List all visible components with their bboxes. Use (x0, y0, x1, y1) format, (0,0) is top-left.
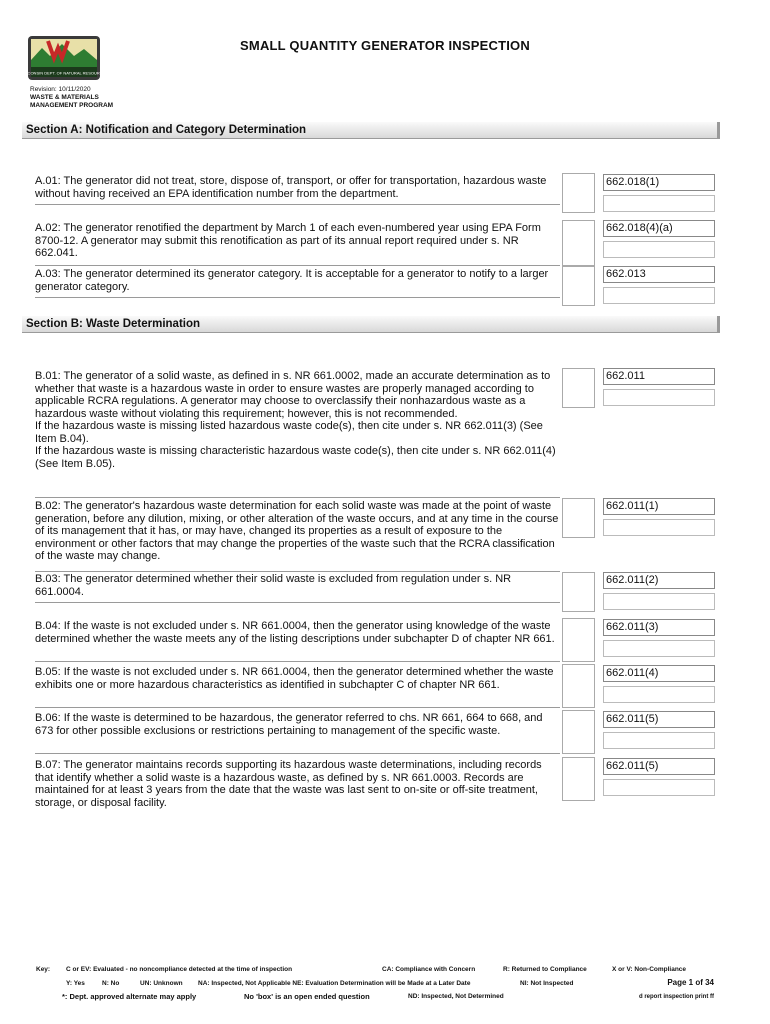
item-a01-note-field[interactable] (603, 195, 715, 212)
key-label: Key: (36, 966, 51, 973)
key-dept-alternate: *: Dept. approved alternate may apply (62, 992, 197, 1001)
program-line-2: MANAGEMENT PROGRAM (30, 102, 114, 109)
item-b06-answer-box[interactable] (562, 710, 595, 754)
item-a01-citation: 662.018(1) (603, 174, 715, 191)
item-b04-answer-box[interactable] (562, 618, 595, 662)
item-a03-text: A.03: The generator determined its generator category. It is acceptable for a generator to notify to a larger generator category. (35, 268, 560, 298)
section-a-header: Section A: Notification and Category Determination (22, 122, 720, 139)
item-b06-citation: 662.011(5) (603, 711, 715, 728)
key-y: Y: Yes (66, 980, 85, 987)
page-number: Page 1 of 34 (667, 978, 714, 987)
item-b02-note-field[interactable] (603, 519, 715, 536)
item-a03-answer-box[interactable] (562, 266, 595, 306)
item-a02-note-field[interactable] (603, 241, 715, 258)
key-ca: CA: Compliance with Concern (382, 966, 476, 973)
item-b01-note-field[interactable] (603, 389, 715, 406)
item-b01-answer-box[interactable] (562, 368, 595, 408)
item-a01-text: A.01: The generator did not treat, store, dispose of, transport, or offer for transportation, hazardous waste without having received an EPA identification number from the department. (35, 175, 560, 205)
item-b05-note-field[interactable] (603, 686, 715, 703)
item-b04-text: B.04: If the waste is not excluded under s. NR 661.0004, then the generator using knowledge of the waste determined whether the waste meets any of the listing descriptions under subchapter D of chapter NR 661. (35, 620, 560, 662)
item-b05-answer-box[interactable] (562, 664, 595, 708)
item-b07-text: B.07: The generator maintains records supporting its hazardous waste determinations, including records that identify whether a solid waste is a hazardous waste, as defined by s. NR 661.0003. Records are maintained for at least 3 years from the date that the waste was last sent to on-site or off-site treatment, storage, or disposal facility. (35, 759, 542, 809)
item-b03-citation: 662.011(2) (603, 572, 715, 589)
program-line-1: WASTE & MATERIALS (30, 94, 99, 101)
key-un: UN: Unknown (140, 980, 183, 987)
item-b03-answer-box[interactable] (562, 572, 595, 612)
item-b05-text: B.05: If the waste is not excluded under s. NR 661.0004, then the generator determined whether the waste exhibits one or more hazardous characteristics as identified in subchapter C of chapter NR 661. (35, 666, 560, 708)
key-ni: NI: Not Inspected (520, 980, 574, 987)
item-b02-text: B.02: The generator's hazardous waste determination for each solid waste was made at the point of waste generation, before any dilution, mixing, or other alteration of the waste occurs, and at any time in the course of its management that it has, or may have, changed its properties as a result of exposure to the environment or other factors that may change the properties of the waste such that the RCRA classification of the waste may change. (35, 500, 560, 572)
item-b04-note-field[interactable] (603, 640, 715, 657)
item-b07-citation: 662.011(5) (603, 758, 715, 775)
item-b06-text: B.06: If the waste is determined to be hazardous, the generator referred to chs. NR 661, 664 to 668, and 673 for other possible exclusions or restrictions pertaining to management of the specific waste. (35, 712, 560, 754)
key-c-ev: C or EV: Evaluated - no noncompliance detected at the time of inspection (66, 966, 293, 973)
item-b03-note-field[interactable] (603, 593, 715, 610)
item-a02-text: A.02: The generator renotified the department by March 1 of each even-numbered year using EPA Form 8700-12. A generator may submit this renotification as part of its annual report required under s. NR 662.041. (35, 222, 560, 266)
key-nd: ND: Inspected, Not Determined (408, 993, 504, 1000)
item-b04-citation: 662.011(3) (603, 619, 715, 636)
item-b05-citation: 662.011(4) (603, 665, 715, 682)
dnr-logo (19, 36, 109, 80)
revision-date: Revision: 10/11/2020 (30, 86, 91, 93)
item-a01-answer-box[interactable] (562, 173, 595, 213)
section-b-header: Section B: Waste Determination (22, 316, 720, 333)
page-title: SMALL QUANTITY GENERATOR INSPECTION (240, 38, 530, 53)
item-b01-text: B.01: The generator of a solid waste, as defined in s. NR 661.0002, made an accurate determination as to whether that waste is a hazardous waste in order to ensure wastes are properly managed according to applicable RCRA regulations. A generator may choose to overclassify their nonhazardous waste as a hazardous waste without violating this requirement; however, this is not recommended. If the hazardous waste is missing listed hazardous waste code(s), then cite under s. NR 662.011(3) (See Item B.04). If the hazardous waste is missing characteristic hazardous waste code(s), then cite under s. NR 662.011(4) (See Item B.05). (35, 370, 560, 498)
item-a03-citation: 662.013 (603, 266, 715, 283)
item-b02-answer-box[interactable] (562, 498, 595, 538)
item-b07-note-field[interactable] (603, 779, 715, 796)
key-n: N: No (102, 980, 120, 987)
key-no-box: No 'box' is an open ended question (244, 992, 370, 1001)
revision-block (30, 86, 113, 110)
item-b03-text: B.03: The generator determined whether their solid waste is excluded from regulation under s. NR 661.0004. (35, 573, 560, 603)
item-b02-citation: 662.011(1) (603, 498, 715, 515)
key-na-ne: NA: Inspected, Not Applicable NE: Evaluation Determination will be Made at a Later Date (198, 980, 471, 987)
item-b07-answer-box[interactable] (562, 757, 595, 801)
item-a02-citation: 662.018(4)(a) (603, 220, 715, 237)
item-b06-note-field[interactable] (603, 732, 715, 749)
key-r: R: Returned to Compliance (503, 966, 587, 973)
item-a03-note-field[interactable] (603, 287, 715, 304)
item-b01-citation: 662.011 (603, 368, 715, 385)
logo-text: WISCONSIN DEPT. OF NATURAL RESOURCES (19, 70, 109, 76)
key-x-v: X or V: Non-Compliance (612, 966, 687, 973)
item-a02-answer-box[interactable] (562, 220, 595, 266)
print-label: d report inspection print ff (639, 994, 714, 1000)
